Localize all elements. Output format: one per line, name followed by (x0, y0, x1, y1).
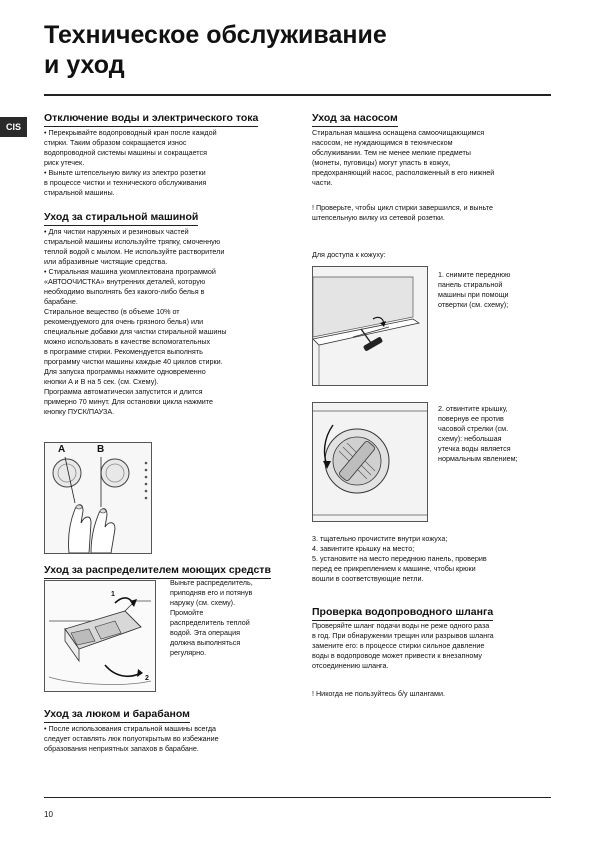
text-line: • Перекрывайте водопроводный кран после каждой (44, 128, 217, 137)
text-line: 2. отвинтите крышку, (438, 404, 508, 413)
dispenser-step-1-label: 1 (111, 591, 115, 598)
hose-heading: Проверка водопроводного шланга (312, 606, 493, 621)
dispenser-step-2-label: 2 (145, 675, 149, 682)
text-line: образования неприятных запахов в барабане. (44, 744, 199, 753)
text-line: примерно 70 минут. Для остановки цикла нажмите (44, 397, 213, 406)
text-line: регулярно. (170, 648, 207, 657)
text-line: • Выньте штепсельную вилку из электро розетки (44, 168, 206, 177)
machine-care-heading: Уход за стиральной машиной (44, 211, 198, 226)
text-line: часовой стрелки (см. (438, 424, 509, 433)
language-tab: CIS (0, 117, 27, 137)
text-line: 1. снимите переднюю (438, 270, 511, 279)
footer-divider (44, 797, 551, 798)
text-line: следует оставлять люк полуоткрытым во избежание (44, 734, 219, 743)
text-line: панель стиральной (438, 280, 503, 289)
text-line: воды в водопроводе может привести к внезапному (312, 651, 482, 660)
hose-text (312, 621, 494, 671)
text-line: приподняв его и потянув (170, 588, 253, 597)
text-line: Проверяйте шланг подачи воды не реже одного раза (312, 621, 490, 630)
text-line: отвертки (см. схему); (438, 300, 509, 309)
text-line: стиральной машины используйте тряпку, смоченную (44, 237, 221, 246)
text-line: 4. завинтите крышку на место; (312, 544, 415, 553)
hose-warning: ! Никогда не пользуйтесь б/у шлангами. (312, 689, 445, 698)
text-line: барабане. (44, 297, 78, 306)
text-line: можно использовать в качестве вспомогательных (44, 337, 211, 346)
pump-step-2 (438, 404, 518, 464)
pump-warning (312, 203, 493, 223)
text-line: должна выполняться (170, 638, 241, 647)
page-title-line-2: и уход (44, 51, 125, 79)
text-line: • После использования стиральной машины всегда (44, 724, 217, 733)
text-line: кнопки A и B на 5 сек. (см. Схему). (44, 377, 159, 386)
text-line: распределитель теплой (170, 618, 250, 627)
text-line: замените его: в процессе стирки сильное давление (312, 641, 485, 650)
pump-cover-figure (312, 402, 428, 522)
button-a-label: A (58, 444, 66, 455)
dispenser-figure (44, 580, 156, 692)
pump-steps-3-5 (312, 534, 487, 584)
text-line: утечка воды является (438, 444, 511, 453)
text-line: предохраняющий насос, расположенный в его нижней (312, 168, 495, 177)
text-line: «АВТООЧИСТКА» внутренних деталей, которую (44, 277, 206, 286)
text-line: Стиральная машина оснащена самоочищающимся (312, 128, 485, 137)
title-divider (44, 94, 551, 96)
text-line: ! Проверьте, чтобы цикл стирки завершился, и выньте (312, 203, 493, 212)
text-line: (монеты, пуговицы) могут упасть в кожух, (312, 158, 451, 167)
text-line: 5. установите на место переднюю панель, проверив (312, 554, 487, 563)
machine-care-text (44, 227, 227, 417)
text-line: или абразивные чистящие средства. (44, 257, 168, 266)
text-line: наружу (см. схему). (170, 598, 236, 607)
dispenser-text (170, 578, 253, 658)
text-line: в год. При обнаружении трещин или разрывов шланга (312, 631, 494, 640)
text-line: кнопку ПУСК/ПАУЗА. (44, 407, 115, 416)
text-line: перед ее прикреплением к машине, чтобы крюки (312, 564, 476, 573)
pump-access-label: Для доступа к кожуху: (312, 250, 386, 259)
door-drum-heading: Уход за люком и барабаном (44, 708, 190, 723)
text-line: водопроводной системы машины и сокращается (44, 148, 207, 157)
text-line: схему): небольшая (438, 434, 502, 443)
door-drum-text (44, 724, 219, 754)
text-line: необходимо выполнять без какого-либо белья в (44, 287, 205, 296)
text-line: • Для чистки наружных и резиновых частей (44, 227, 189, 236)
page-title (44, 20, 387, 80)
water-power-heading: Отключение воды и электрического тока (44, 112, 258, 127)
text-line: риск утечек. (44, 158, 85, 167)
text-line: • Стиральная машина укомплектована программой (44, 267, 216, 276)
text-line: насосом, не нуждающимся в техническом (312, 138, 453, 147)
text-line: нормальным явлением; (438, 454, 518, 463)
text-line: Промойте (170, 608, 204, 617)
text-line: в процессе чистки и технического обслуживания (44, 178, 207, 187)
text-line: Программа автоматически запустится и длится (44, 387, 203, 396)
text-line: Для запуска программы нажмите одновременно (44, 367, 206, 376)
text-line: части. (312, 178, 333, 187)
text-line: в программе стирки. Рекомендуется выполнять (44, 347, 203, 356)
text-line: водой. Эта операция (170, 628, 241, 637)
pump-step-1 (438, 270, 510, 310)
page-title-line-1: Техническое обслуживание (44, 21, 387, 49)
text-line: обслуживании. Тем не менее мелкие предметы (312, 148, 471, 157)
text-line: машины при помощи (438, 290, 509, 299)
text-line: рекомендуемого для очень грязного белья) или (44, 317, 204, 326)
text-line: стирки. Таким образом сокращается износ (44, 138, 187, 147)
water-power-text (44, 128, 217, 198)
text-line: 3. тщательно прочистите внутри кожуха; (312, 534, 448, 543)
text-line: теплой водой с мылом. Не используйте растворители (44, 247, 225, 256)
text-line: Стиральное вещество (в объеме 10% от (44, 307, 180, 316)
pump-text (312, 128, 494, 188)
control-panel-figure (44, 442, 152, 554)
text-line: штепсельную вилку из сетевой розетки. (312, 213, 445, 222)
front-panel-figure (312, 266, 428, 386)
page-number: 10 (44, 810, 53, 819)
text-line: программу чистки машины каждые 40 циклов стирки. (44, 357, 223, 366)
text-line: специальные добавки для чистки стиральной машины (44, 327, 227, 336)
text-line: вошли в соответствующие петли. (312, 574, 424, 583)
pump-heading: Уход за насосом (312, 112, 398, 127)
text-line: повернув ее против (438, 414, 504, 423)
text-line: отсоединению шланга. (312, 661, 389, 670)
dispenser-heading: Уход за распределителем моющих средств (44, 564, 271, 579)
text-line: стиральной машины. (44, 188, 115, 197)
button-b-label: B (97, 444, 105, 455)
text-line: Выньте распределитель, (170, 578, 253, 587)
